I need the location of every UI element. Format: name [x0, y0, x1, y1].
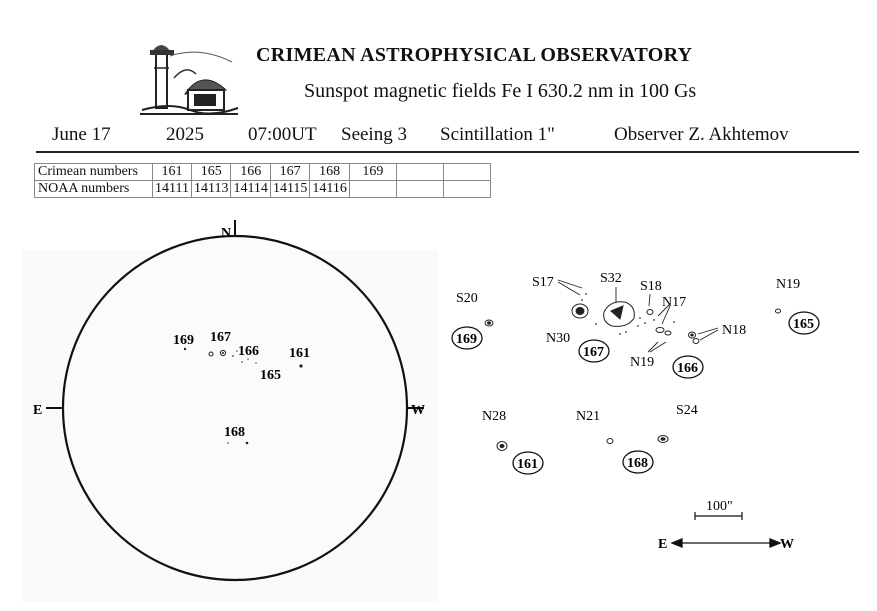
page-subtitle: Sunspot magnetic fields Fe I 630.2 nm in 100 Gs: [304, 80, 697, 102]
page-title: CRIMEAN ASTROPHYSICAL OBSERVATORY: [256, 44, 693, 66]
field-label: N18: [722, 323, 747, 338]
table-row: [35, 181, 491, 198]
obs-time: 07:00UT: [248, 124, 317, 145]
disk-region-label: 168: [224, 425, 245, 440]
table-cell: [443, 164, 490, 181]
field-label: N30: [546, 331, 571, 346]
magnetic-field-map: [440, 260, 877, 560]
west-label: W: [411, 403, 425, 418]
table-cell: 14111: [153, 181, 192, 198]
disk-region-label: 165: [260, 368, 281, 383]
field-label: N17: [662, 295, 687, 310]
field-label: N28: [482, 409, 507, 424]
disk-region-label: 166: [238, 344, 259, 359]
table-cell: 161: [153, 164, 192, 181]
region-number: 169: [456, 332, 477, 347]
east-label: E: [33, 403, 43, 418]
region-number: 168: [627, 456, 648, 471]
leader-lines: [558, 280, 718, 352]
field-label: N21: [576, 409, 601, 424]
table-cell: 14114: [231, 181, 270, 198]
table-cell: 168: [310, 164, 349, 181]
obs-observer: Observer Z. Akhtemov: [614, 124, 789, 145]
scale-label: 100": [706, 499, 733, 514]
table-cell: [396, 164, 443, 181]
table-cell: 14113: [191, 181, 230, 198]
table-row: [35, 164, 491, 181]
obs-seeing: Seeing 3: [341, 124, 407, 145]
table-cell: Crimean numbers: [35, 164, 153, 181]
region-number: 165: [793, 317, 814, 332]
field-label: S32: [600, 271, 622, 286]
region-number: 167: [583, 345, 604, 360]
east-direction-label: E: [658, 537, 668, 552]
table-cell: 14115: [270, 181, 309, 198]
disk-region-label: 167: [210, 330, 231, 345]
obs-scintillation: Scintillation 1": [440, 124, 555, 145]
table-cell: [349, 181, 396, 198]
table-cell: NOAA numbers: [35, 181, 153, 198]
table-cell: 167: [270, 164, 309, 181]
obs-date: June 17: [52, 124, 111, 145]
field-dots: [581, 293, 675, 335]
disk-region-label: 161: [289, 346, 310, 361]
field-label: N19: [776, 277, 801, 292]
table-cell: 166: [231, 164, 270, 181]
region-markers: [452, 312, 819, 474]
table-cell: [443, 181, 490, 198]
table-cell: [396, 181, 443, 198]
disk-region-label: 169: [173, 333, 194, 348]
table-cell: 165: [191, 164, 230, 181]
direction-arrow: [672, 539, 780, 547]
field-label: S17: [532, 275, 554, 290]
obs-year: 2025: [166, 124, 204, 145]
solar-disk-drawing: [0, 220, 440, 611]
solar-disk: [63, 236, 407, 580]
table-cell: 169: [349, 164, 396, 181]
header-divider: [36, 151, 859, 153]
table-cell: 14116: [310, 181, 349, 198]
field-label: S24: [676, 403, 698, 418]
observatory-logo: [140, 38, 240, 120]
field-label: S20: [456, 291, 478, 306]
region-number: 166: [677, 361, 698, 376]
region-numbers-table: [34, 163, 491, 198]
field-label: N19: [630, 355, 655, 370]
field-label: S18: [640, 279, 662, 294]
north-label: N: [221, 226, 232, 241]
west-direction-label: W: [780, 537, 794, 552]
region-number: 161: [517, 457, 538, 472]
